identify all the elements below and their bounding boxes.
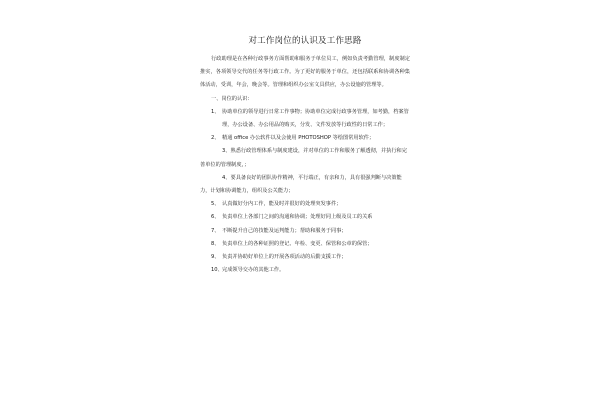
list-item — [200, 264, 410, 277]
list-item — [200, 238, 410, 251]
list-item-number: 7、 — [211, 227, 220, 234]
list-item-text: 精通 office 办公软件以及会使用 PHOTOSHOP 等绘图常用软件； — [222, 135, 375, 142]
list-item-number: 3、 — [222, 148, 231, 155]
list-item — [200, 106, 410, 132]
list-item-text: 负责并协助好单位上的开展各项活动的后勤支援工作； — [222, 254, 347, 261]
list-item-text: 认真做好分内工作，能及时并很好的处理突发事件； — [222, 201, 342, 208]
intro-paragraph: 行政助理是在各种行政事务方面帮助和服务于单位员工，例如负责考勤管理，制度制定推实，各项领导交代的任务等行政工作。为了更好的服务于单位，还包括联系和协调各种集体活动，受训，年会，晚会等。管理和组织办公室文具供应，办公设施的管理等。 — [200, 56, 410, 89]
list-item-text: 熟悉行政管理体系与制度建设，并对单位的工作和服务了解透彻，并执行和完善单位的管理制度，； — [200, 148, 407, 168]
list-item — [200, 211, 410, 224]
list-item-number: 2、 — [211, 135, 220, 142]
list-item-text: 协助单位的领导进行日常工作事物；协助单位完成行政事务管理，如考勤，档案管理，办公设备、办公用品的购买，分发、文件发放等行政性的日常工作； — [222, 108, 409, 129]
list-item — [200, 132, 410, 145]
list-item-number: 5、 — [211, 201, 220, 208]
list-item-text: 不断提升自己的技能及运判能力；帮助和服务于同事； — [222, 227, 347, 234]
section-heading: 一、岗位的认识： — [211, 95, 253, 102]
list-item-number: 4、 — [222, 174, 231, 181]
list-item-number: 1、 — [211, 108, 220, 115]
list-item-number: 10、 — [211, 267, 223, 274]
list-item-text: 完成领导交办的其他工作。 — [222, 267, 285, 274]
list-item-number: 6、 — [211, 214, 220, 221]
list-item-text: 负责单位上的各种证照的登记、年检、变更、保管和公章的保管； — [222, 240, 373, 247]
document-title: 对工作岗位的认识及工作思路 — [248, 36, 362, 46]
list-item — [200, 145, 410, 171]
list-item-text: 要具备良好的团队协作精神，平行端正，有亲和力，具有很强判断与决策能力，计划和协调能力，组织及公关能力； — [200, 174, 402, 195]
list-item-number: 8、 — [211, 240, 220, 247]
list-item — [200, 172, 410, 198]
list-item-text: 负责单位上各部门之间的沟通和协调；处理好同上级及员工的关系 — [222, 214, 373, 221]
list-item-number: 9、 — [211, 254, 220, 261]
list-item — [200, 198, 410, 211]
list-item — [200, 251, 410, 264]
list-item — [200, 225, 410, 238]
document-body — [200, 34, 410, 277]
